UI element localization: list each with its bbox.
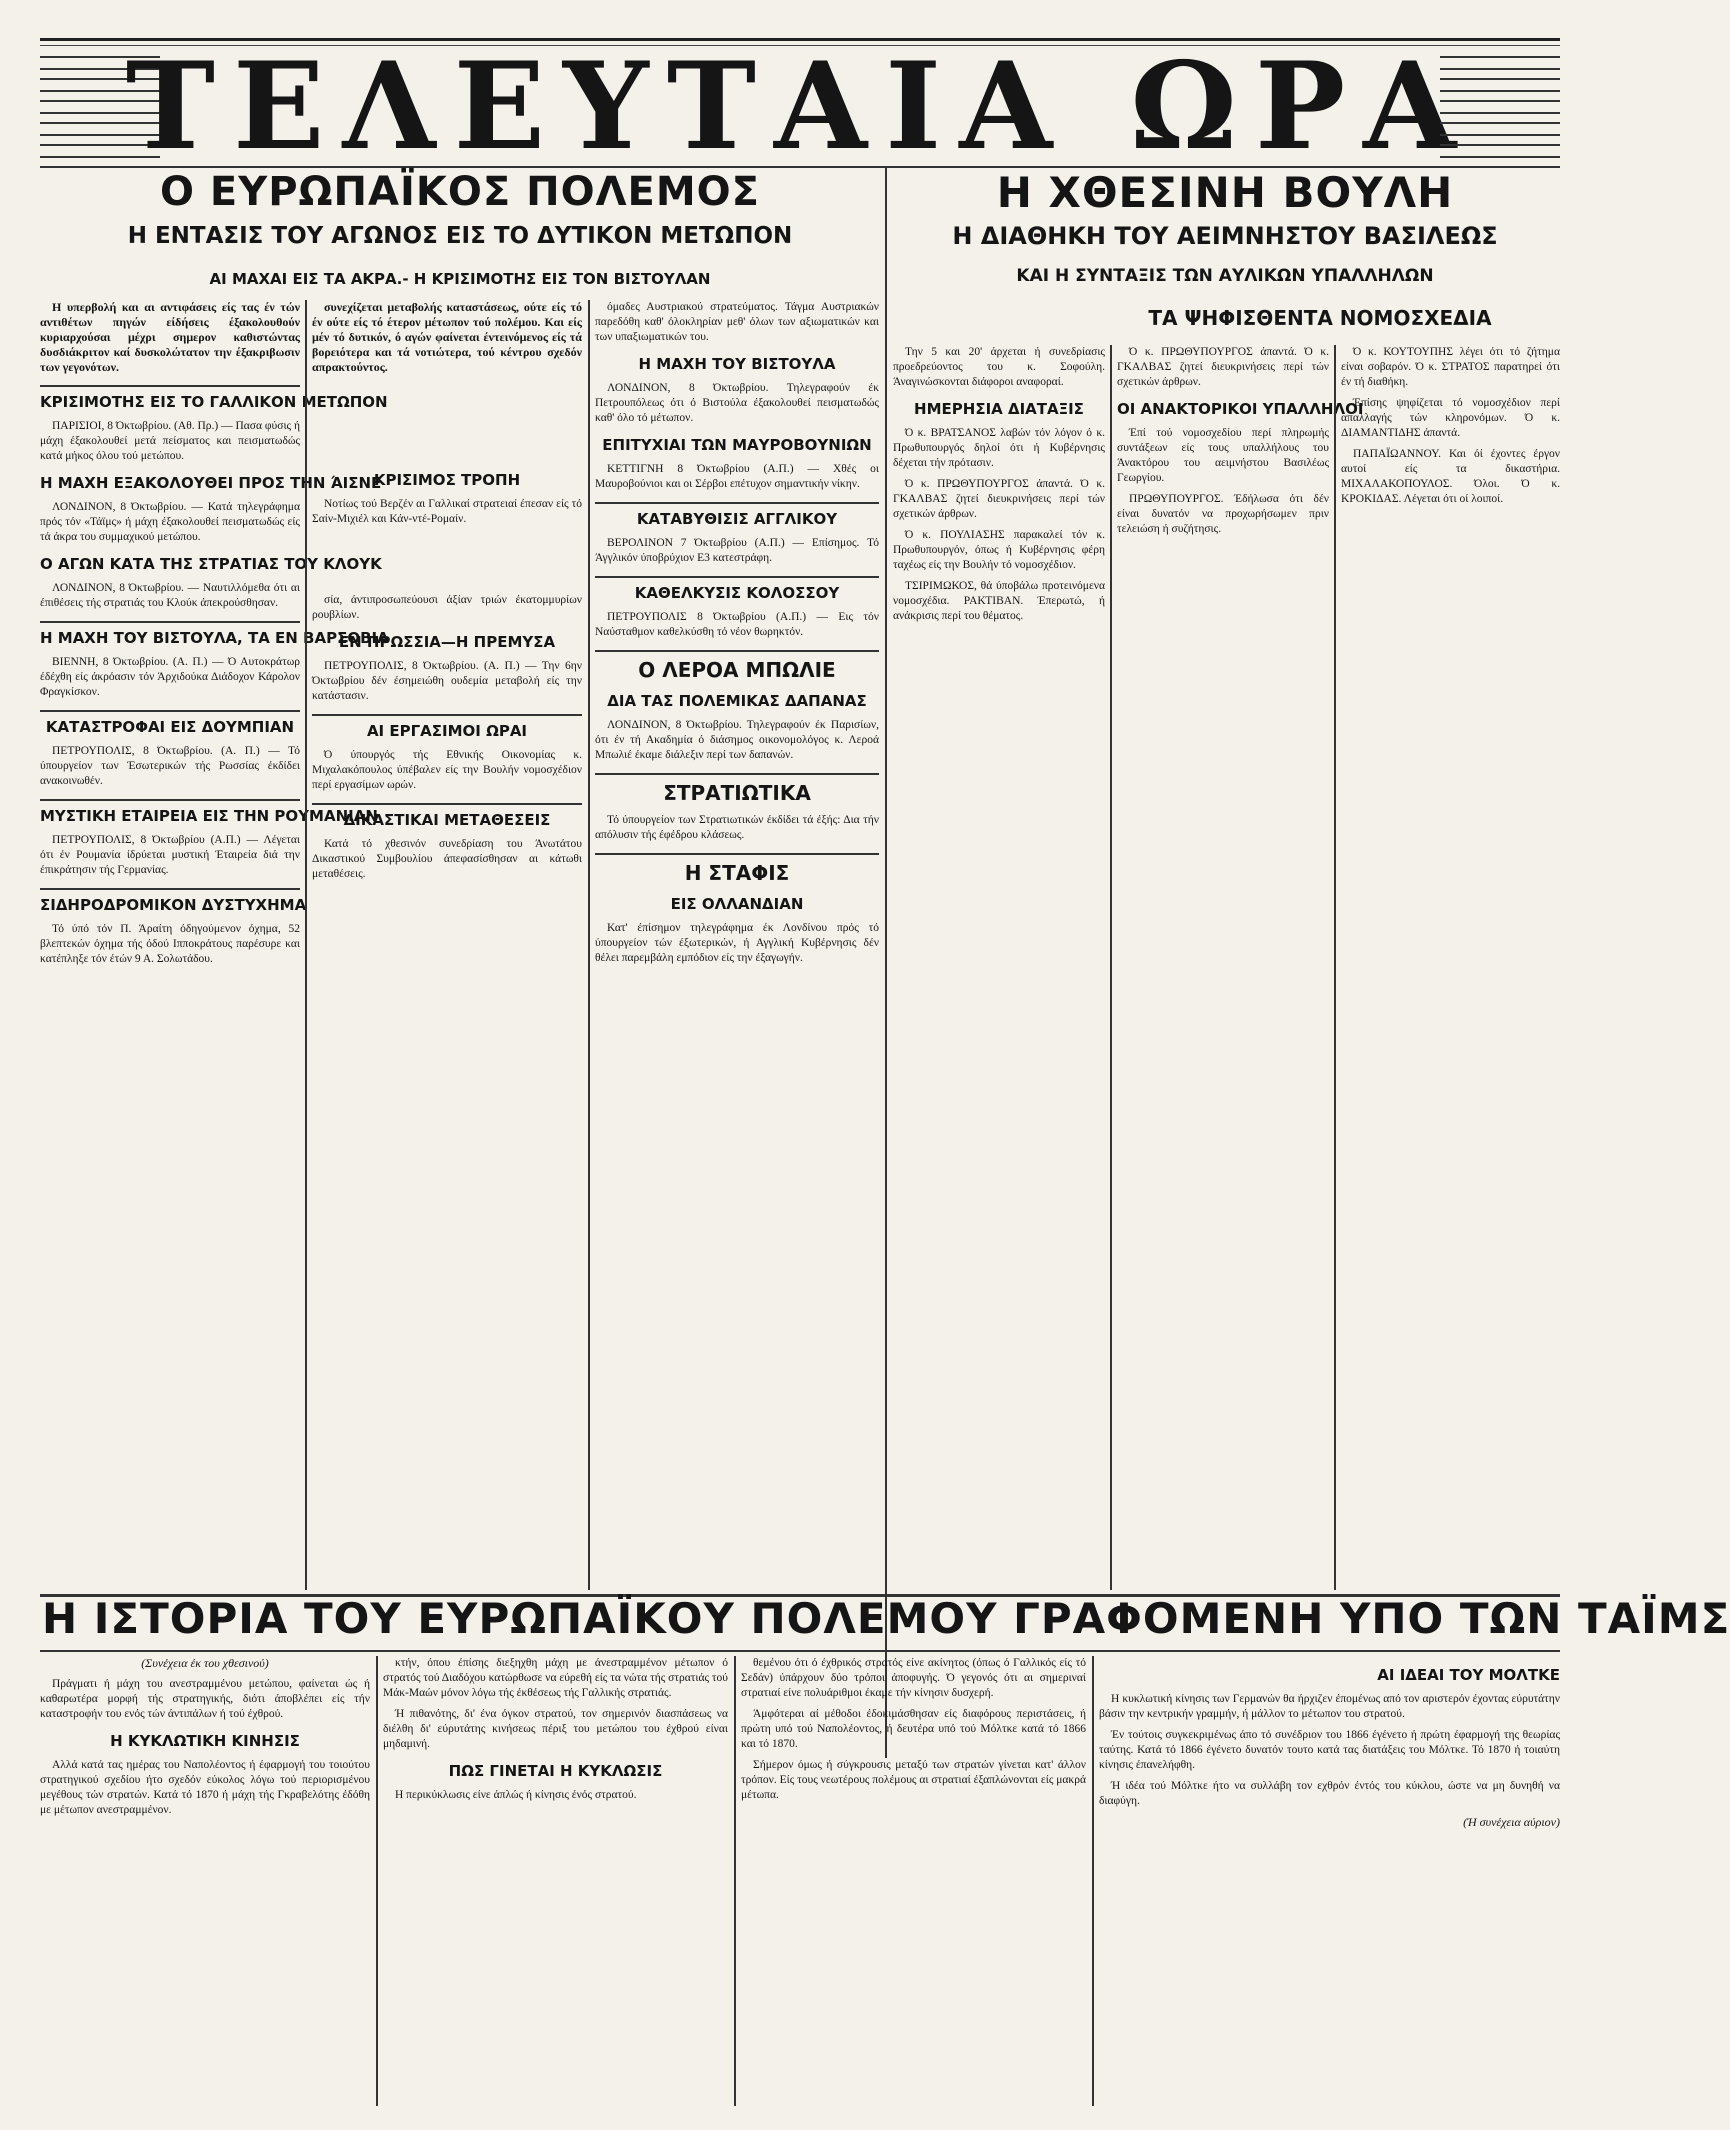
mid-c6: ΛΟΝΔΙΝΟΝ, 8 Όκτωβρίου. Τηλεγραφούν έκ Παρισίων, ότι έν τή Ακαδημία ό διάσημος οικονομολόγος κ. Λεροά Μπωλιέ έκαμε διάλεξιν περί των δαπανών. [595, 719, 879, 761]
mid-sinking-heading: ΚΑΤΑΒΥΘΙΣΙΣ ΑΓΓΛΙΚΟΥ [595, 502, 879, 528]
bottom-b8: Σήμερον όμως ή σύγκρουσις μεταξύ των στρατών γίνεται κατ' άλλον τρόπον. Είς τους νεωτέρους πολέμους αι στρατιαί έξαπλώνονται είς μακρά μέτωπα. [741, 1759, 1086, 1801]
left-work-hours-heading: ΑΙ ΕΡΓΑΣΙΜΟΙ ΩΡΑΙ [312, 714, 582, 740]
column-rule-4 [1334, 345, 1336, 1590]
bottom-b9: Η κυκλωτική κίνησις των Γερμανών θα ήρχιζεν έπομένως από τον αριστερόν έχοντας εύρυτάτην βάσιν την κεντρικήν γραμμήν, ή μάλλον το μέτωπον του στρατού. [1099, 1693, 1560, 1720]
bottom-b10: Έν τούτοις συγκεκριμένως άπο τό συνέδριον του 1866 έγένετο ή πρώτη έφαρμογή της θεωρίας ταύτης. Κατά τό 1866 έγένετο δυνατόν τουτο κατά τας διατάξεις του Μόλτκε. Τό 1870 ή τοιαύτη κίνησις έπανελήφθη. [1099, 1729, 1560, 1771]
right-column-3 [1341, 345, 1560, 1590]
right-agenda-heading: ΗΜΕΡΗΣΙΑ ΔΙΑΤΑΞΙΣ [914, 400, 1084, 418]
right-headline: Η ΧΘΕΣΙΝΗ ΒΟΥΛΗ [996, 168, 1454, 217]
right-palace-heading: ΟΙ ΑΝΑΚΤΟΡΙΚΟΙ ΥΠΑΛΛΗΛΟΙ [1117, 400, 1364, 418]
right-subsub: ΚΑΙ Η ΣΥΝΤΑΞΙΣ ΤΩΝ ΑΥΛΙΚΩΝ ΥΠΑΛΛΗΛΩΝ [1016, 266, 1434, 286]
mid-vistula-heading: Η ΜΑΧΗ ΤΟΥ ΒΙΣΤΟΥΛΑ [638, 355, 836, 373]
left-transfers-heading: ΔΙΚΑΣΤΙΚΑΙ ΜΕΤΑΘΕΣΕΙΣ [312, 803, 582, 829]
right-r7: ΤΣΙΡΙΜΩΚΟΣ, θά ύποβάλω προτεινόμενα νομοσχέδια. ΡΑΚΤΙΒΑΝ. Έπερωτώ, ή ανάκρισις περί του θέματος. [893, 580, 1105, 622]
bottom-cycle-heading: Η ΚΥΚΛΩΤΙΚΗ ΚΙΝΗΣΙΣ [110, 1732, 300, 1750]
right-r10: Έπίσης ψηφίζεται τό νομοσχέδιον περί απαλλαγής τών κληρονόμων. Ό κ. ΔΙΑΜΑΝΤΙΔΗΣ άπαντά. [1341, 397, 1560, 439]
left-c1: ΠΑΡΙΣΙΟΙ, 8 Όκτωβρίου. (Αθ. Πρ.) — Πασα φύσις ή μάχη έξακολουθεί μετά πείσματος και πεισματωδώς κατά μήκος όλου τού μετώπου. [40, 420, 300, 462]
mid-colossus-heading: ΚΑΘΕΛΚΥΣΙΣ ΚΟΛΟΣΣΟΥ [595, 576, 879, 602]
left-critical-heading: ΚΡΙΣΙΜΟΤΗΣ ΕΙΣ ΤΟ ΓΑΛΛΙΚΟΝ ΜΕΤΩΠΟΝ [40, 385, 300, 411]
right-r3: Ό κ. ΠΡΩΘΥΠΟΥΡΓΟΣ άπαντά. Ό κ. ΓΚΑΛΒΑΣ ζητεί διευκρινήσεις περί τών σχετικών άρθρων. [893, 478, 1105, 520]
right-column-2 [1117, 345, 1364, 1590]
mid-raisin-subheading: ΕΙΣ ΟΛΛΑΝΔΙΑΝ [670, 895, 804, 913]
bottom-signature: (Ή συνέχεια αύριον) [1463, 1815, 1560, 1829]
bottom-b3: κτήν, όπου έπίσης διεξηχθη μάχη με άνεστραμμένον μέτωπον ό στρατός τού Διαδόχου κατώρθωσε να εύρεθή είς τα νώτα τής στρατιάς τού Μάκ-Μαών μόνον λόγω τής έκθέσεως τής Γαλλικής στρατιάς. [383, 1657, 728, 1699]
left-c10: Κατά τό χθεσινόν συνεδρίαση του Άνωτάτου Δικαστικού Συμβουλίου άπεφασίσθησαν αι κάτωθι μεταθέσεις. [312, 838, 582, 880]
middle-column [595, 300, 879, 1590]
bottom-column-3 [741, 1656, 1086, 2106]
left-column-2 [312, 300, 582, 1590]
column-rule-2 [588, 300, 590, 1590]
left-battle-heading: Η ΜΑΧΗ ΕΞΑΚΟΛΟΥΘΕΙ ΠΡΟΣ ΤΗΝ ΆΙΣΝΕ [40, 474, 382, 492]
left-intro2: συνεχίζεται μεταβολής καταστάσεως, ούτε είς τό έν ούτε είς τό έτερον μέτωπον τού πολέμου. Και είς μέν τό δυτικόν, ό αγών φαίνεται έντεινόμενος είς τά βορειότερα και τά νοτιώτερα, τού κέντρου σχεδόν απρακτούντος. [312, 300, 582, 374]
bottom-b2: Αλλά κατά τας ημέρας του Ναπολέοντος ή έφαρμογή του τοιούτου στρατηγικού σχεδίου ήτο σχεδόν εύκολος λόγω τού περιορισμένου μεγέθους τών στρατών. Κατά τό 1870 ή μάχη τής Γκραβελότης έδόθη με μέτωπον ανεστραμμένον. [40, 1759, 370, 1816]
left-prussia-heading: ΕΝ ΠΡΩΣΣΙΑ—Η ΠΡΕΜΥΣΑ [338, 633, 556, 651]
bottom-b5: Η περικύκλωσις είνε άπλώς ή κίνησις ένός στρατού. [395, 1789, 637, 1801]
left-c11: Τό ύπό τόν Π. Άραίτη όδηγούμενον όχημα, 52 βλεπτεκών όχημα τής όδού Ιπποκράτους παρέσυρε και κατέπληξε τόν έτών 9 Α. Σολωτάδου. [40, 923, 300, 965]
bottom-title-rule [40, 1650, 1560, 1652]
mid-leroy-heading: Ο ΛΕΡΟΑ ΜΠΩΛΙΕ [595, 650, 879, 682]
bottom-rule-3 [1092, 1656, 1094, 2106]
left-secret-society-heading: ΜΥΣΤΙΚΗ ΕΤΑΙΡΕΙΑ ΕΙΣ ΤΗΝ ΡΟΥΜΑΝΙΑΝ [40, 799, 300, 825]
masthead [125, 36, 1475, 177]
mid-montenegro-heading: ΕΠΙΤΥΧΙΑΙ ΤΩΝ ΜΑΥΡΟΒΟΥΝΙΩΝ [602, 436, 872, 454]
bottom-title [42, 1594, 1730, 1646]
left-c3: ΛΟΝΔΙΝΟΝ, 8 Όκτωβρίου. — Ναυτιλλόμεθα ότι αι έπιθέσεις τής στρατιάς του Κλούκ άπεκρούσθησαν. [40, 582, 300, 609]
left-crit2-heading: ΚΡΙΣΙΜΟΣ ΤΡΟΠΗ [373, 471, 521, 489]
left-c4: Νοτίως τού Βερζέν αι Γαλλικαί στρατειαί έπεσαν είς τό Σαίν-Μιχιέλ και Κάν-ντέ-Ρομαίν. [312, 498, 582, 525]
right-r1: Την 5 και 20' άρχεται ή συνεδρίασις προεδρεύοντος του κ. Σοφούλη. Άναγινώσκονται διάφοροι αναφοραί. [893, 346, 1105, 388]
mid-raisin-heading: Η ΣΤΑΦΙΣ [595, 853, 879, 885]
right-r9: Ό κ. ΚΟΥΤΟΥΠΗΣ λέγει ότι τό ζήτημα είναι σοβαρόν. Ό κ. ΣΤΡΑΤΟΣ παρατηρεί ότι έν τή διαθήκη. [1341, 346, 1560, 388]
right-r11: ΠΑΠΑΪΩΑΝΝΟΥ. Και όί έχοντες έργον αυτοί είς τα δικαστήρια. ΜΙΧΑΛΑΚΟΠΟΥΛΟΣ. Όλοι. Ό κ. ΚΡΟΚΙΔΑΣ. Λέγεται ότι οί λοιποί. [1341, 448, 1560, 505]
mid-c8: Κατ' έπίσημον τηλεγράφημα έκ Λονδίνου πρός τό ύπουργείον τών έξωτερικών, ή Αγγλική Κυβέρνησις δέν θέλει παρεμβάλη εμπόδιον είς την έξαγωγήν. [595, 922, 879, 964]
left-subsub: ΑΙ ΜΑΧΑΙ ΕΙΣ ΤΑ ΑΚΡΑ.- Η ΚΡΙΣΙΜΟΤΗΣ ΕΙΣ ΤΟΝ ΒΙΣΤΟΥΛΑΝ [209, 270, 711, 288]
left-c9: Ό ύπουργός τής Εθνικής Οικονομίας κ. Μιχαλακόπουλος ύπέβαλεν είς την Βουλήν νομοσχέδιον περί εργασίμων ωρών. [312, 749, 582, 791]
mid-c7: Τό ύπουργείον των Στρατιωτικών έκδίδει τά έξής: Δια τήν απόλυσιν τής έφέδρου κλάσεως. [595, 814, 879, 841]
mid-c3: ΚΕΤΤΙΓΝΗ 8 Όκτωβρίου (Α.Π.) — Χθές οι Μαυροβούνιοι και οι Σέρβοι επέτυχον σημαντικήν νίκην. [595, 463, 879, 490]
left-c8: ΠΕΤΡΟΥΠΟΛΙΣ, 8 Όκτωβρίου (Α.Π.) — Λέγεται ότι έν Ρουμανία ίδρύεται μυστική Έταιρεία διά την έπικράτησιν τής Γερμανίας. [40, 834, 300, 876]
bottom-column-1 [40, 1656, 370, 2106]
left-intro: Η υπερβολή και αι αντιφάσεις είς τας έν τών αντιθέτων πηγών είδήσεις έξακολουθούν κυριαρχούσαι μέχρι σημερον καθιστώντας δυσδιάκριτον καί δυσκολώτατον την έξακριβωσιν των γεγονότων. [40, 300, 300, 374]
bottom-b6: θεμένου ότι ό έχθρικός στρατός είνε ακίνητος (όπως ό Γαλλικός είς τό Σεδάν) ύπάρχουν δύο τρόποι άποφυγής. Ό γεγονός ότι αι σημεριναί στρατιαί είνε πολυάριθμοι έκαμε τήν κίνησιν δυσχερή. [741, 1657, 1086, 1699]
bottom-how-heading: ΠΩΣ ΓΙΝΕΤΑΙ Η ΚΥΚΛΩΣΙΣ [448, 1762, 663, 1780]
bottom-ideas-heading: ΑΙ ΙΔΕΑΙ ΤΟΥ ΜΟΛΤΚΕ [1377, 1666, 1560, 1684]
left-catastrophes-heading: ΚΑΤΑΣΤΡΟΦΑΙ ΕΙΣ ΔΟΥΜΠΙΑΝ [40, 710, 300, 736]
mid-c4: ΒΕΡΟΛΙΝΟΝ 7 Όκτωβρίου (Α.Π.) — Επίσημος. Τό Άγγλικόν ύποβρύχιον Ε3 κατεστράφη. [595, 537, 879, 564]
right-r8: ΠΡΩΘΥΠΟΥΡΓΟΣ. Έδήλωσα ότι δέν είναι δυνατόν να προχωρήσωμεν πριν τελειώση ή συζήτησις. [1117, 493, 1329, 535]
column-rule-3 [1110, 345, 1112, 1590]
left-c5: ΒΙΕΝΝΗ, 8 Όκτωβρίου. (Α. Π.) — Ό Αυτοκράτωρ έδέχθη είς άκρόασιν τόν Άρχιδούκα Διάδοχον Κάρολον Φραγκίσκον. [40, 656, 300, 698]
bottom-b11: Ή ιδέα τού Μόλτκε ήτο να συλλάβη τον εχθρόν έντός του κύκλου, ώστε να μη δυνηθή να διαφύγη. [1099, 1780, 1560, 1807]
mid-c2: ΛΟΝΔΙΝΟΝ, 8 Όκτωβρίου. Τηλεγραφούν έκ Πετρουπόλεως ότι ό Βιστούλα έξακολουθεί πεισματωδώς καθ' όλο τό μέτωπον. [595, 382, 879, 424]
masthead-ornament-right [1440, 52, 1560, 162]
mid-c1: όμαδες Αυστριακού στρατεύματος. Τάγμα Αυστριακών παρεδόθη καθ' όλοκληρίαν μεθ' όλων των αξιωματικών και των υπαξιωματικών του. [595, 301, 879, 343]
bottom-column-4 [1099, 1656, 1560, 2106]
bottom-headline: Η ΙΣΤΟΡΙΑ ΤΟΥ ΕΥΡΩΠΑΪΚΟΥ ΠΟΛΕΜΟΥ ΓΡΑΦΟΜΕΝΗ ΥΠΟ ΤΩΝ ΤΑΪΜΣ [42, 1594, 1730, 1643]
bottom-b7: Άμφότεραι αί μέθοδοι έδοκιμάσθησαν είς διαφόρους περιστάσεις, ή πρώτη υπό τού Ναπολέοντος, ή δευτέρα υπό τού Μόλτκε κατά τό 1866 και τό 1870. [741, 1708, 1086, 1750]
bottom-column-2 [383, 1656, 728, 2106]
mid-leroy-subheading: ΔΙΑ ΤΑΣ ΠΟΛΕΜΙΚΑΣ ΔΑΠΑΝΑΣ [607, 692, 867, 710]
column-rule-1 [305, 300, 307, 1590]
right-subhead: Η ΔΙΑΘΗΚΗ ΤΟΥ ΑΕΙΜΝΗΣΤΟΥ ΒΑΣΙΛΕΩΣ [952, 222, 1498, 250]
bottom-rule-2 [734, 1656, 736, 2106]
center-vertical-rule [885, 168, 887, 1758]
left-c7: ΠΕΤΡΟΥΠΟΛΙΣ, 8 Όκτωβρίου. (Α. Π.) — Τό ύπουργείον των Έσωτερικών τής Ρωσσίας έκδίδει ανακοινωθέν. [40, 745, 300, 787]
bottom-b4: Ή πιθανότης, δι' ένα όγκον στρατού, τον σημερινόν διασπάσεως να διέλθη δι' εύρυτάτης κινήσεως πέριξ του μετώπου του έχθρού είναι μηδαμινή. [383, 1708, 728, 1750]
left-c2: ΛΟΝΔΙΝΟΝ, 8 Όκτωβρίου. — Κατά τηλεγράφημα πρός τόν «Τάϊμς» ή μάχη έξακολουθεί πεισματωδώς είς τά άκρα του συμμαχικού μετώπου. [40, 501, 300, 543]
right-r2: Ό κ. ΒΡΑΤΣΑΝΟΣ λαβών τόν λόγον ό κ. Πρωθυπουργός δηλοί ότι ή Κυβέρνησις δέχεται τήν πρότασιν. [893, 427, 1105, 469]
right-bills-title: ΤΑ ΨΗΦΙΣΘΕΝΤΑ ΝΟΜΟΣΧΕΔΙΑ [1148, 306, 1492, 330]
left-agon-heading: Ο ΑΓΩΝ ΚΑΤΑ ΤΗΣ ΣΤΡΑΤΙΑΣ ΤΟΥ ΚΛΟΥΚ [40, 555, 382, 573]
bottom-rule-1 [376, 1656, 378, 2106]
left-column-1 [40, 300, 389, 1590]
left-rail-accident-heading: ΣΙΔΗΡΟΔΡΟΜΙΚΟΝ ΔΥΣΤΥΧΗΜΑ [40, 888, 300, 914]
right-r5: Έπί τού νομοσχεδίου περί πληρωμής συντάξεων είς τους υπαλλήλους του Άνακτόρου του αειμνήστου Βασιλέως Γεωργίου. [1117, 427, 1329, 484]
bottom-continued: (Συνέχεια έκ του χθεσινού) [141, 1656, 269, 1670]
right-column-1 [893, 345, 1105, 1590]
left-subhead: Η ΕΝΤΑΣΙΣ ΤΟΥ ΑΓΩΝΟΣ ΕΙΣ ΤΟ ΔΥΤΙΚΟΝ ΜΕΤΩΠΟΝ [127, 223, 793, 249]
right-r3b: Ό κ. ΠΡΩΘΥΠΟΥΡΓΟΣ άπαντά. Ό κ. ΓΚΑΛΒΑΣ ζητεί διευκρινήσεις περί τών σχετικών άρθρων. [1117, 346, 1329, 388]
mid-c5: ΠΕΤΡΟΥΠΟΛΙΣ 8 Όκτωβρίου (Α.Π.) — Εις τόν Ναύσταθμον καθελκύσθη τό νέον θωρηκτόν. [595, 611, 879, 638]
mid-military-heading: ΣΤΡΑΤΙΩΤΙΚΑ [595, 773, 879, 805]
left-headline: Ο ΕΥΡΩΠΑΪΚΟΣ ΠΟΛΕΜΟΣ [160, 169, 760, 215]
left-c6: ΠΕΤΡΟΥΠΟΛΙΣ, 8 Όκτωβρίου. (Α. Π.) — Την 6ην Όκτωβρίου δέν έσημειώθη ουδεμία μεταβολή είς την κατάστασιν. [312, 660, 582, 702]
right-r6: Ό κ. ΠΟΥΛΙΑΣΗΣ παρακαλεί τόν κ. Πρωθυπουργόν, όπως ή Κυβέρνησις φέρη ταχέως είς την Βουλήν τό νομοσχέδιον. [893, 529, 1105, 571]
left-c5b: σία, άντιπροσωπεύουσι άξίαν τριών έκατομμυρίων ρουβλίων. [312, 594, 582, 621]
masthead-title: ΤΕΛΕΥΤΑΙΑ ΩΡΑ [125, 36, 1475, 177]
bottom-b1: Πράγματι ή μάχη του ανεστραμμένου μετώπου, φαίνεται ώς ή καθαρωτέρα μορφή τής στρατηγικής, διότι άποβλέπει είς τήν καταστροφήν του ενός τών άντιπάλων ή τού έχθρού. [40, 1678, 370, 1720]
left-vistula-heading: Η ΜΑΧΗ ΤΟΥ ΒΙΣΤΟΥΛΑ, ΤΑ ΕΝ ΒΑΡΣΟΒΙΑ [40, 621, 300, 647]
